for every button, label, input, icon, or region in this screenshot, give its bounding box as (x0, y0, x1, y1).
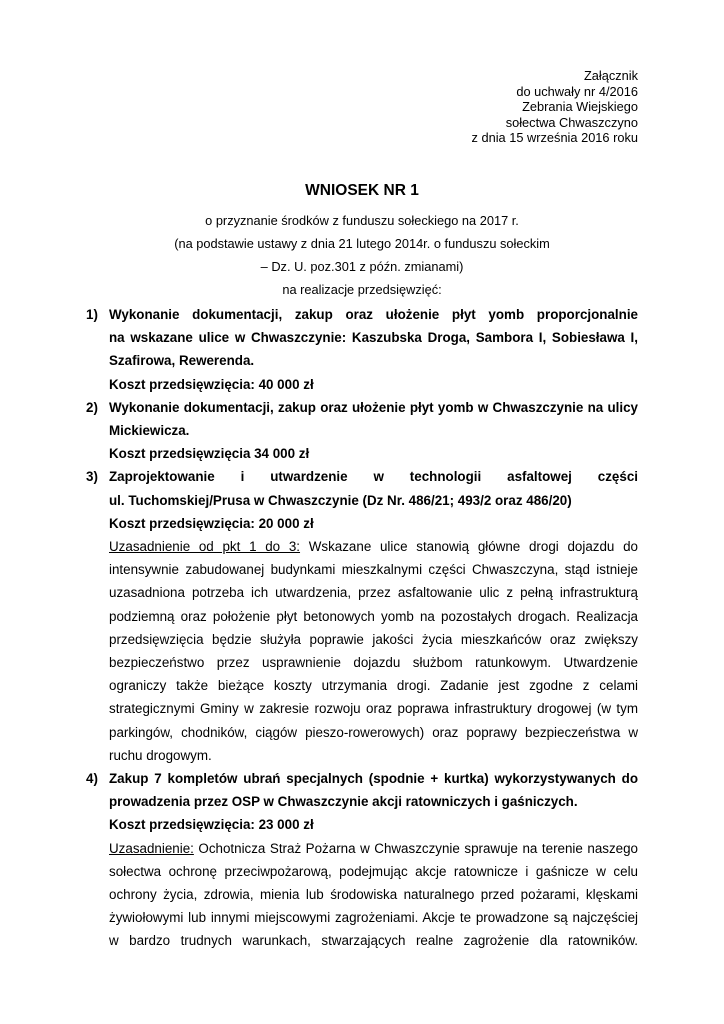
item-title-line: na wskazane ulice w Chwaszczynie: Kaszubska Droga, Sambora I, Sobiesława I, (109, 330, 638, 346)
document-title: WNIOSEK NR 1 (305, 182, 419, 199)
item-cost: Koszt przedsięwzięcia: 40 000 zł (109, 376, 314, 392)
list-item (86, 303, 638, 396)
annex-line-2: do uchwały nr 4/2016 (516, 83, 638, 99)
annex-line-3: Zebrania Wiejskiego (522, 99, 638, 115)
justification-text: Ochotnicza Straż Pożarna w Chwaszczynie sprawuje na terenie naszego (193, 840, 638, 856)
item-title-line: Zakup 7 kompletów ubrań specjalnych (spodnie + kurtka) wykorzystywanych do (109, 771, 638, 787)
justification-line: ochrony życia, zdrowia, mienia lub środowiska naturalnego przed pożarami, klęskami (109, 887, 638, 903)
item-title-line: prowadzenia przez OSP w Chwaszczynie akcji ratowniczych i gaśniczych. (109, 794, 578, 810)
justification-line: strategicznymi Gminy w zakresie rozwoju oraz poprawa infrastruktury drogowej (w tym (109, 701, 638, 717)
justification-line: uzasadniona potrzeba ich utwardzenia, przez asfaltowanie ulic z pełną infrastrukturą (109, 585, 638, 601)
item-number: 3) (86, 469, 98, 485)
items-list (86, 303, 638, 953)
annex-line-5: z dnia 15 września 2016 roku (471, 130, 638, 146)
justification-line (109, 837, 638, 860)
justification-line: przedsięwzięcia będzie służyła poprawie jakości życia mieszkańców oraz zwiększy (109, 631, 638, 647)
annex-line-1: Załącznik (583, 68, 638, 83)
justification-line: sołectwa ochronę przeciwpożarową, podejmując akcje ratownicze i gaśnicze w celu (109, 863, 638, 879)
item-cost: Koszt przedsięwzięcia 34 000 zł (109, 446, 310, 462)
justification-line (109, 535, 638, 558)
annex-line-4: sołectwa Chwaszczyno (505, 114, 638, 130)
list-item (86, 767, 638, 953)
item-cost: Koszt przedsięwzięcia: 20 000 zł (109, 515, 314, 531)
justification-line: ruchu drogowym. (109, 747, 212, 763)
subtitle-line-2: (na podstawie ustawy z dnia 21 lutego 2014r. o funduszu sołeckim (174, 236, 550, 251)
justification-text: Wskazane ulice stanowią główne drogi dojazdu do (300, 539, 638, 555)
item-title-line: Wykonanie dokumentacji, zakup oraz ułożenie płyt yomb proporcjonalnie (109, 307, 638, 322)
item-cost: Koszt przedsięwzięcia: 23 000 zł (109, 817, 314, 833)
justification-label: Uzasadnienie od pkt 1 do 3: (109, 539, 301, 555)
item-number: 1) (86, 307, 98, 322)
justification-line: bezpieczeństwo przez usprawnienie dojazdu służbom ratunkowym. Utwardzenie (109, 655, 638, 671)
subtitle-line-1: o przyznanie środków z funduszu sołeckiego na 2017 r. (205, 213, 519, 228)
item-title-line: ul. Tuchomskiej/Prusa w Chwaszczynie (Dz Nr. 486/21; 493/2 oraz 486/20) (109, 492, 572, 508)
justification-line: podziemną oraz położenie płyt betonowych yomb na pozostałych drogach. Realizacja (109, 608, 638, 624)
item-number: 2) (86, 399, 98, 415)
list-item (86, 465, 638, 767)
justification-line: w bardzo trudnych warunkach, stwarzających realne zagrożenie dla ratowników. (109, 933, 638, 949)
justification-line: żywiołowymi lub innymi miejscowymi zagrożeniami. Akcje te prowadzone są najczęściej (109, 910, 638, 926)
annex-header (472, 68, 638, 146)
justification-line: ograniczy także bieżące koszty utrzymania drogi. Zadanie jest zgodne z celami (109, 678, 638, 694)
list-item (86, 396, 638, 466)
item-title-line: Wykonanie dokumentacji, zakup oraz ułożenie płyt yomb w Chwaszczynie na ulicy (109, 399, 638, 415)
item-number: 4) (86, 771, 98, 787)
justification-line: parkingów, chodników, ciągów pieszo-rowerowych) oraz poprawy bezpieczeństwa w (109, 724, 638, 740)
item-title-line: Zaprojektowanie i utwardzenie w technologii asfaltowej części (109, 469, 638, 485)
item-title-line: Szafirowa, Rewerenda. (109, 353, 255, 369)
subtitle-line-4: na realizacje przedsięwzięć: (282, 282, 442, 297)
subtitle-line-3: – Dz. U. poz.301 z późn. zmianami) (260, 259, 464, 274)
justification-line: intensywnie zabudowanej budynkami mieszkalnymi części Chwaszczyna, stąd istnieje (109, 562, 638, 578)
item-title-line: Mickiewicza. (109, 423, 190, 439)
justification-label: Uzasadnienie: (109, 840, 194, 856)
